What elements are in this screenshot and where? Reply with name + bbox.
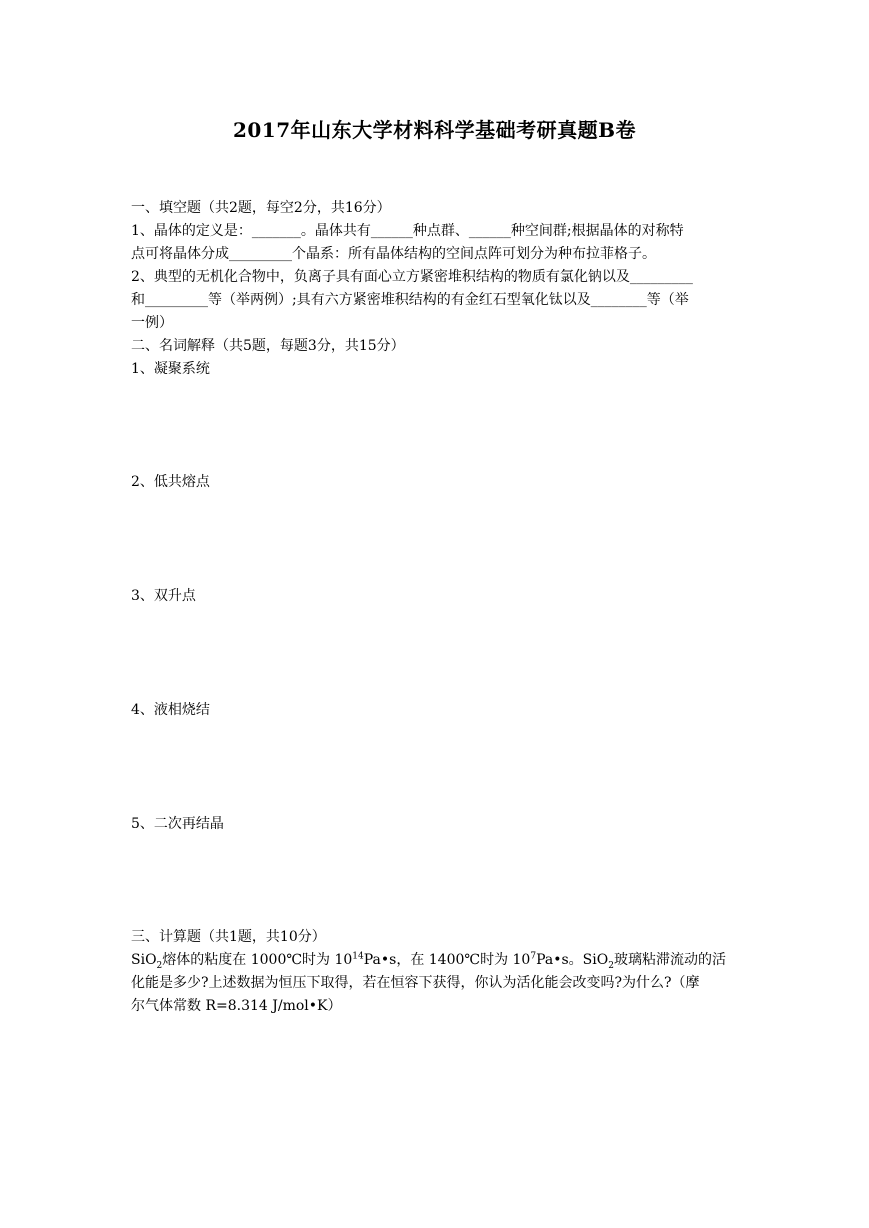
q2-line1: 2、典型的无机化合物中，负离子具有面心立方紧密堆积结构的物质有氯化钠以及_________ [131,269,693,285]
q2-line2: 和_________等（举两例）;具有六方紧密堆积结构的有金红石型氧化钛以及________等（举 [131,292,689,308]
q1-line1: 1、晶体的定义是：_______。晶体共有______种点群、______种空间群;根据晶体的对称特 [131,223,684,239]
term-item: 2、低共熔点 [131,474,210,490]
calc-text: SiO [131,952,157,968]
section3-heading: 三、计算题（共1题，共10分） [131,929,326,945]
calc-question-line2: 化能是多少?上述数据为恒压下取得，若在恒容下获得，你认为活化能会改变吗?为什么?（摩 [131,975,700,991]
calc-text: 熔体的粘度在 1000℃时为 10 [162,952,353,968]
calc-text: 玻璃粘滞流动的活 [613,952,726,968]
term-item: 3、双升点 [131,588,196,604]
term-item: 1、凝聚系统 [131,361,210,377]
calc-text: Pa•s。SiO [536,952,609,968]
calc-question-line3: 尔气体常数 R=8.314 J/mol•K） [131,998,342,1014]
superscript: 14 [352,951,364,962]
subscript: 2 [608,960,614,971]
term-item: 5、二次再结晶 [131,816,224,832]
q2-line3: 一例） [131,315,173,331]
section1-heading: 一、填空题（共2题，每空2分，共16分） [131,200,391,216]
term-item: 4、液相烧结 [131,702,210,718]
subscript: 2 [156,960,163,971]
superscript: 7 [530,951,537,962]
section2-heading: 二、名词解释（共5题，每题3分，共15分） [131,338,405,354]
q1-line2: 点可将晶体分成_________个晶系：所有晶体结构的空间点阵可划分为种布拉菲格子。 [131,246,656,262]
calc-text: Pa•s，在 1400℃时为 10 [363,952,531,968]
calc-question-line1 [131,949,726,971]
document-title: 2017年山东大学材料科学基础考研真题B卷 [232,118,637,142]
